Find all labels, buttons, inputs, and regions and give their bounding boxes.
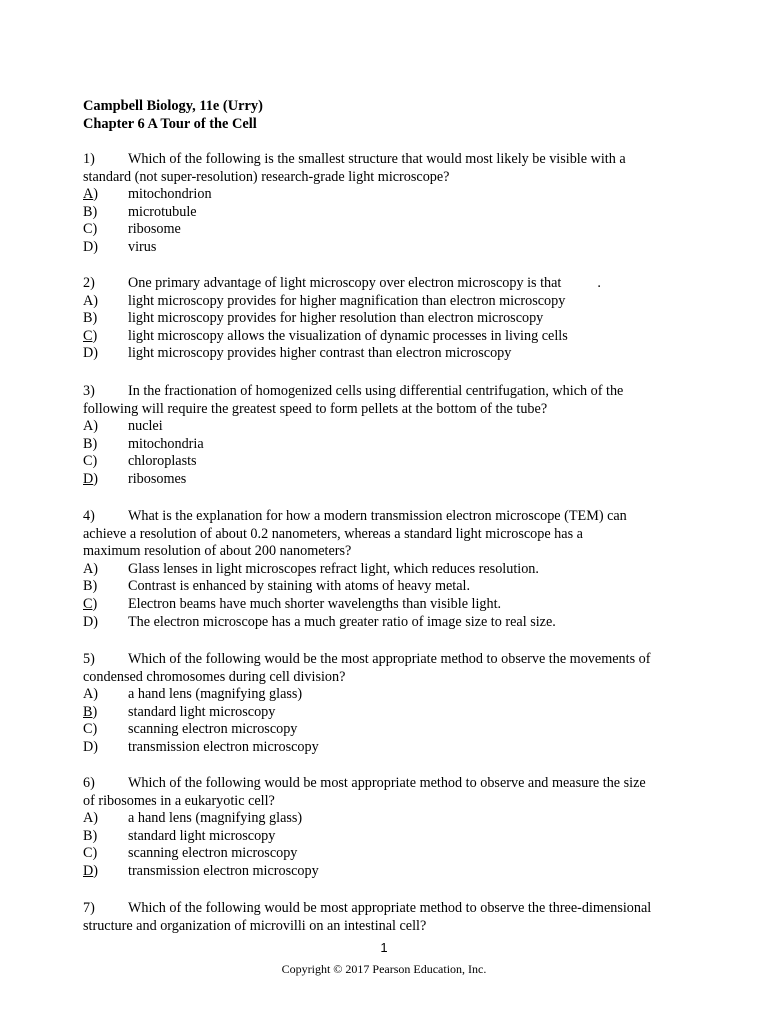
answer-option (83, 418, 683, 436)
option-letter: B) (83, 310, 98, 327)
answer-option (83, 345, 683, 363)
option-text: scanning electron microscopy (128, 845, 298, 862)
answer-option (83, 863, 683, 881)
option-text: The electron microscope has a much greater ratio of image size to real size. (128, 613, 556, 630)
option-letter-correct: B) (83, 703, 98, 720)
question-text: standard (not super-resolution) research-grade light microscope? (83, 168, 450, 185)
question-text: condensed chromosomes during cell division? (83, 668, 346, 685)
question-number: 7) (83, 900, 95, 916)
option-text: light microscopy provides for higher magnification than electron microscopy (128, 292, 566, 309)
option-letter: B) (83, 827, 98, 844)
answer-option (83, 810, 683, 828)
question-number: 4) (83, 508, 95, 524)
answer-option (83, 221, 683, 239)
answer-option (83, 845, 683, 863)
option-letter-correct: D) (83, 470, 98, 487)
option-text: ribosomes (128, 470, 187, 487)
chapter-title: Chapter 6 A Tour of the Cell (83, 116, 257, 132)
question-text: structure and organization of microvilli on an intestinal cell? (83, 917, 427, 934)
answer-option (83, 453, 683, 471)
question-text: following will require the greatest speed to form pellets at the bottom of the tube? (83, 400, 548, 417)
option-text: a hand lens (magnifying glass) (128, 686, 303, 703)
option-text: light microscopy provides for higher resolution than electron microscopy (128, 310, 544, 327)
question-text: In the fractionation of homogenized cells using differential centrifugation, which of the (128, 383, 624, 399)
option-letter: A) (83, 560, 98, 577)
option-text: ribosome (128, 221, 181, 238)
book-title: Campbell Biology, 11e (Urry) (83, 98, 263, 114)
option-letter-correct: C) (83, 327, 98, 344)
question-text: Which of the following would be the most appropriate method to observe the movements of (128, 651, 651, 667)
question-number: 5) (83, 651, 95, 667)
option-text: mitochondrion (128, 186, 212, 203)
copyright-notice: Copyright © 2017 Pearson Education, Inc. (281, 962, 487, 976)
option-letter: C) (83, 221, 98, 238)
answer-option (83, 293, 683, 311)
option-letter: B) (83, 203, 98, 220)
option-text: Contrast is enhanced by staining with atoms of heavy metal. (128, 578, 471, 595)
option-text: a hand lens (magnifying glass) (128, 810, 303, 827)
answer-option (83, 686, 683, 704)
option-text: nuclei (128, 418, 163, 435)
answer-option (83, 704, 683, 722)
answer-option (83, 436, 683, 454)
option-text: transmission electron microscopy (128, 862, 319, 879)
question-4 (83, 508, 683, 631)
question-text: maximum resolution of about 200 nanometers? (83, 543, 352, 560)
answer-option (83, 471, 683, 489)
answer-option (83, 328, 683, 346)
question-text: Which of the following would be most appropriate method to observe the three-dimensional (128, 900, 652, 916)
question-3 (83, 383, 683, 489)
option-letter: D) (83, 238, 98, 255)
question-number: 2) (83, 275, 95, 291)
option-text: mitochondria (128, 435, 204, 452)
answer-option (83, 204, 683, 222)
answer-option (83, 739, 683, 757)
question-1 (83, 151, 683, 257)
option-letter: D) (83, 613, 98, 630)
question-7 (83, 900, 683, 935)
question-text: What is the explanation for how a modern transmission electron microscope (TEM) can (128, 508, 627, 524)
answer-option (83, 186, 683, 204)
option-letter: B) (83, 578, 98, 595)
question-2 (83, 275, 683, 363)
answer-option (83, 596, 683, 614)
option-letter: A) (83, 686, 98, 703)
question-text: One primary advantage of light microscopy over electron microscopy is that (128, 275, 562, 291)
option-text: microtubule (128, 203, 197, 220)
option-letter: A) (83, 418, 98, 435)
option-letter: B) (83, 435, 98, 452)
answer-option (83, 239, 683, 257)
option-letter: D) (83, 345, 98, 362)
answer-option (83, 721, 683, 739)
question-number: 3) (83, 383, 95, 399)
option-text: light microscopy allows the visualization of dynamic processes in living cells (128, 327, 568, 344)
answer-option (83, 561, 683, 579)
answer-option (83, 828, 683, 846)
option-letter-correct: C) (83, 595, 98, 612)
option-letter: A) (83, 292, 98, 309)
question-text: Which of the following would be most appropriate method to observe and measure the size (128, 775, 646, 791)
answer-option (83, 614, 683, 632)
question-text: of ribosomes in a eukaryotic cell? (83, 792, 275, 809)
question-6 (83, 775, 683, 881)
option-letter: C) (83, 721, 98, 738)
option-text: chloroplasts (128, 453, 197, 470)
option-text: standard light microscopy (128, 827, 276, 844)
question-5 (83, 651, 683, 757)
option-text: scanning electron microscopy (128, 721, 298, 738)
option-text: standard light microscopy (128, 703, 276, 720)
option-letter: D) (83, 738, 98, 755)
option-text: transmission electron microscopy (128, 738, 319, 755)
page-number: 1 (380, 940, 388, 955)
option-text: Glass lenses in light microscopes refract light, which reduces resolution. (128, 560, 539, 577)
question-text: Which of the following is the smallest structure that would most likely be visible with a (128, 151, 626, 167)
option-text: virus (128, 238, 157, 255)
question-trailing: . (597, 275, 601, 291)
option-letter-correct: A) (83, 186, 98, 203)
option-letter: A) (83, 810, 98, 827)
document-header (83, 97, 263, 133)
option-letter: C) (83, 453, 98, 470)
option-letter: C) (83, 845, 98, 862)
option-text: Electron beams have much shorter wavelengths than visible light. (128, 595, 502, 612)
option-letter-correct: D) (83, 862, 98, 879)
answer-option (83, 310, 683, 328)
answer-option (83, 578, 683, 596)
question-number: 1) (83, 151, 95, 167)
option-text: light microscopy provides higher contrast than electron microscopy (128, 345, 512, 362)
question-text: achieve a resolution of about 0.2 nanometers, whereas a standard light microscope has a (83, 525, 583, 542)
question-number: 6) (83, 775, 95, 791)
